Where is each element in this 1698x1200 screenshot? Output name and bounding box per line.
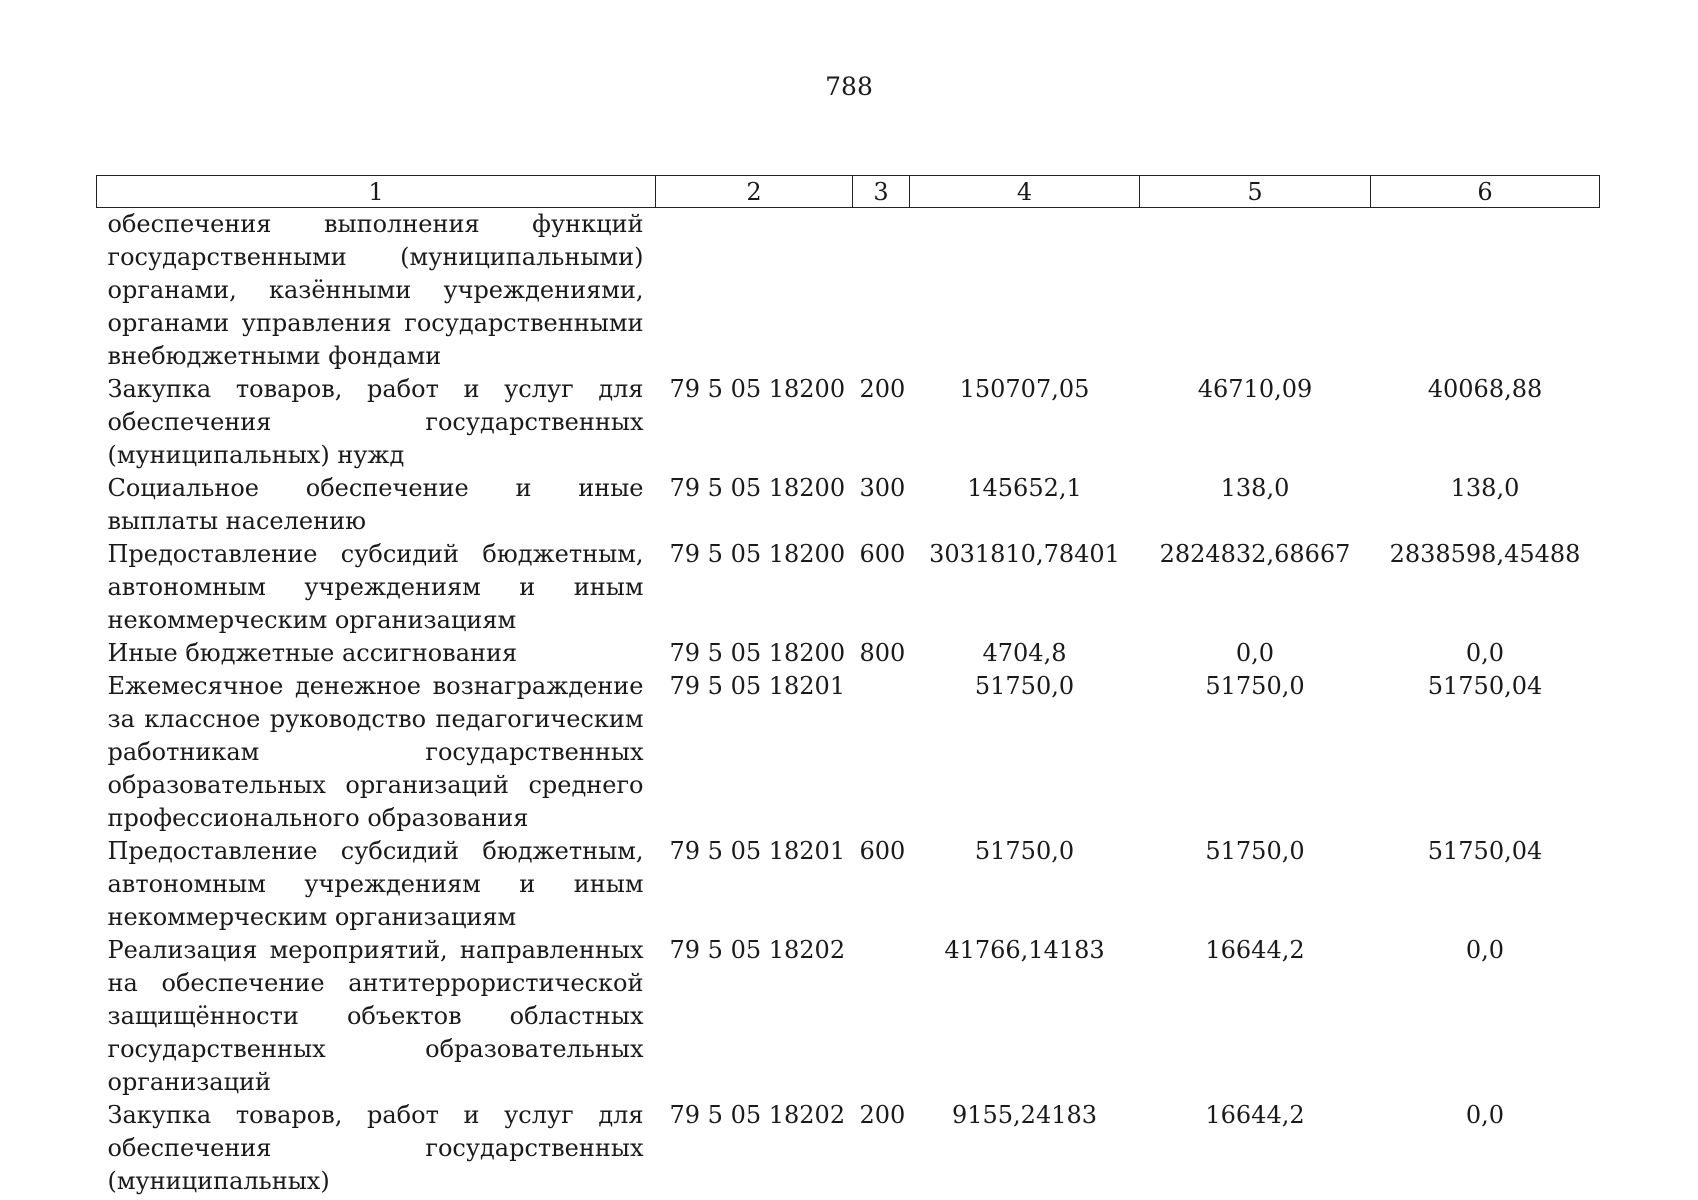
- row-target-code: 79 5 05 18202: [669, 1101, 846, 1129]
- row-expense-type: [853, 208, 910, 374]
- row-value-col4: 4704,8: [982, 639, 1067, 667]
- row-value-col4: 51750,0: [974, 837, 1075, 865]
- row-value-col6: 40068,88: [1427, 375, 1543, 403]
- table-row: [97, 835, 1600, 934]
- row-name: Закупка товаров, работ и услуг для обеспечения государственных (муниципальных): [107, 1101, 644, 1195]
- table-row: [97, 373, 1600, 472]
- row-value-col4: 41766,14183: [944, 936, 1105, 964]
- table-row: [97, 934, 1600, 1099]
- row-value-col6: 0,0: [1465, 1101, 1505, 1129]
- row-expense-type: 800: [859, 639, 906, 667]
- row-target-code: [656, 208, 853, 374]
- row-expense-type: 600: [859, 837, 906, 865]
- row-value-col4: 145652,1: [967, 474, 1082, 502]
- row-value-col4: 51750,0: [974, 672, 1075, 700]
- row-expense-type: [853, 670, 910, 835]
- row-value-col4: 9155,24183: [951, 1101, 1098, 1129]
- row-name: Социальное обеспечение и иные выплаты населению: [107, 474, 644, 535]
- column-header-1: 1: [97, 176, 656, 208]
- row-name: Реализация мероприятий, направленных на обеспечение антитеррористической защищённости объектов областных государственных образовательных организаций: [107, 936, 644, 1096]
- table-header: [97, 176, 1600, 208]
- table-row: [97, 208, 1600, 374]
- row-name: Закупка товаров, работ и услуг для обеспечения государственных (муниципальных) нужд: [107, 375, 644, 469]
- table-row: [97, 670, 1600, 835]
- column-header-4: 4: [910, 176, 1140, 208]
- row-expense-type: [853, 934, 910, 1099]
- row-value-col5: 138,0: [1220, 474, 1290, 502]
- row-value-col6: 0,0: [1465, 936, 1505, 964]
- page-number: 788: [825, 72, 873, 101]
- row-value-col4: [910, 208, 1140, 374]
- column-header-6: 6: [1371, 176, 1600, 208]
- column-header-3: 3: [853, 176, 910, 208]
- row-target-code: 79 5 05 18202: [669, 936, 846, 964]
- row-expense-type: 600: [859, 540, 906, 568]
- row-target-code: 79 5 05 18200: [669, 474, 846, 502]
- row-value-col5: 16644,2: [1205, 936, 1305, 964]
- table-row: [97, 637, 1600, 670]
- row-name: Ежемесячное денежное вознаграждение за классное руководство педагогическим работникам государственных образовательных организаций среднего профессионального образования: [107, 672, 644, 832]
- row-target-code: 79 5 05 18201: [669, 837, 846, 865]
- row-name: обеспечения выполнения функций государственными (муниципальными) органами, казёнными учреждениями, органами управления государственными внебюджетными фондами: [107, 210, 644, 370]
- row-target-code: 79 5 05 18200: [669, 540, 846, 568]
- row-value-col4: 150707,05: [959, 375, 1090, 403]
- row-expense-type: 200: [859, 375, 906, 403]
- row-value-col5: 16644,2: [1205, 1101, 1305, 1129]
- table-row: [97, 1099, 1600, 1198]
- column-header-2: 2: [656, 176, 853, 208]
- row-name: Иные бюджетные ассигнования: [107, 639, 518, 667]
- budget-table: [96, 175, 1600, 1198]
- table-body: [97, 208, 1600, 1199]
- row-value-col6: 2838598,45488: [1389, 540, 1581, 568]
- column-header-5: 5: [1140, 176, 1371, 208]
- row-value-col5: [1140, 208, 1371, 374]
- row-value-col5: 0,0: [1235, 639, 1275, 667]
- row-expense-type: 300: [859, 474, 906, 502]
- row-value-col5: 46710,09: [1197, 375, 1313, 403]
- row-target-code: 79 5 05 18200: [669, 639, 846, 667]
- row-value-col6: [1371, 208, 1600, 374]
- row-value-col5: 51750,0: [1205, 837, 1305, 865]
- row-value-col6: 51750,04: [1427, 837, 1543, 865]
- header-row: [97, 176, 1600, 208]
- row-target-code: 79 5 05 18200: [669, 375, 846, 403]
- row-name: Предоставление субсидий бюджетным, автономным учреждениям и иным некоммерческим организациям: [107, 540, 644, 634]
- table-row: [97, 472, 1600, 538]
- row-value-col6: 0,0: [1465, 639, 1505, 667]
- table-row: [97, 538, 1600, 637]
- row-expense-type: 200: [859, 1101, 906, 1129]
- row-value-col6: 138,0: [1450, 474, 1520, 502]
- row-name: Предоставление субсидий бюджетным, автономным учреждениям и иным некоммерческим организациям: [107, 837, 644, 931]
- row-value-col5: 51750,0: [1205, 672, 1305, 700]
- row-target-code: 79 5 05 18201: [669, 672, 846, 700]
- row-value-col6: 51750,04: [1427, 672, 1543, 700]
- row-value-col5: 2824832,68667: [1159, 540, 1351, 568]
- row-value-col4: 3031810,78401: [929, 540, 1120, 568]
